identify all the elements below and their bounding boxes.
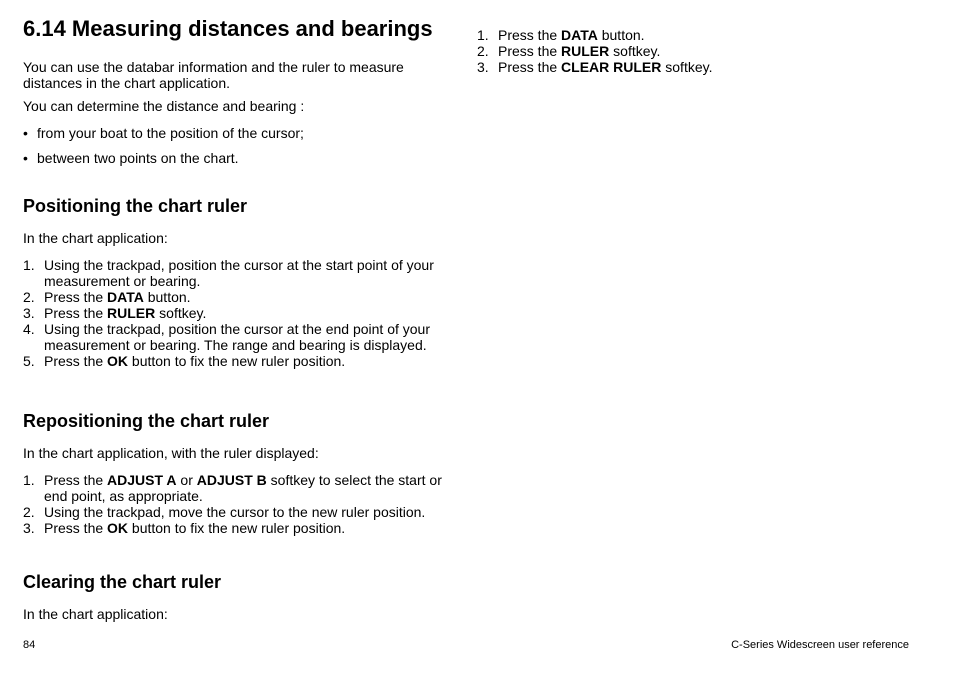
step-text: softkey to select the start or end point, as appropriate.	[44, 472, 442, 504]
step-number: 1.	[23, 472, 35, 488]
step-item	[477, 43, 917, 59]
step-text: Press the	[498, 43, 562, 59]
positioning-heading: Positioning the chart ruler	[23, 196, 248, 216]
step-text: button.	[597, 27, 645, 43]
step-number: 3.	[23, 305, 35, 321]
step-number: 5.	[23, 353, 35, 369]
clearing-steps	[477, 27, 917, 75]
step-text: Using the trackpad, position the cursor at the end point of your measurement or bearing. The range and bearing is displayed.	[44, 321, 431, 353]
step-keyword: ADJUST B	[196, 472, 267, 488]
step-item	[23, 289, 455, 305]
step-number: 4.	[23, 321, 35, 337]
step-text: Press the	[498, 27, 562, 43]
bullet-mark: •	[23, 125, 28, 141]
step-item	[23, 257, 455, 289]
repositioning-steps	[23, 472, 448, 536]
positioning-steps	[23, 257, 455, 369]
intro-paragraph: You can use the databar information and the ruler to measure distances in the chart application.	[23, 59, 404, 91]
step-item	[23, 353, 455, 369]
step-item	[477, 27, 917, 43]
step-keyword: OK	[107, 353, 129, 369]
step-number: 2.	[23, 504, 35, 520]
step-keyword: RULER	[107, 305, 156, 321]
step-keyword: OK	[107, 520, 129, 536]
step-text: button to fix the new ruler position.	[128, 353, 346, 369]
step-text: Press the	[44, 520, 108, 536]
step-keyword: RULER	[561, 43, 610, 59]
step-text: Press the	[44, 353, 108, 369]
step-text: button.	[143, 289, 191, 305]
step-item	[23, 520, 448, 536]
step-keyword: ADJUST A	[107, 472, 177, 488]
repositioning-lead: In the chart application, with the ruler displayed:	[23, 445, 319, 461]
step-text: Using the trackpad, position the cursor at the start point of your measurement or bearing.	[44, 257, 434, 289]
step-item	[477, 59, 917, 75]
step-text: Press the	[44, 305, 108, 321]
clearing-heading: Clearing the chart ruler	[23, 572, 222, 592]
document-title: C-Series Widescreen user reference	[731, 639, 909, 651]
step-text: Press the	[498, 59, 562, 75]
bullet-text: between two points on the chart.	[37, 150, 239, 166]
step-item	[23, 504, 448, 520]
step-number: 2.	[477, 43, 489, 59]
step-number: 1.	[477, 27, 489, 43]
step-number: 1.	[23, 257, 35, 273]
step-item	[23, 305, 455, 321]
step-text: Press the	[44, 472, 108, 488]
section-title: 6.14 Measuring distances and bearings	[23, 16, 433, 41]
page-number: 84	[23, 639, 36, 651]
repositioning-heading: Repositioning the chart ruler	[23, 411, 270, 431]
step-text: or	[176, 472, 197, 488]
step-text: softkey.	[661, 59, 713, 75]
step-text: softkey.	[609, 43, 661, 59]
step-number: 3.	[477, 59, 489, 75]
step-text: button to fix the new ruler position.	[128, 520, 346, 536]
positioning-lead: In the chart application:	[23, 230, 168, 246]
step-text: Using the trackpad, move the cursor to the new ruler position.	[44, 504, 426, 520]
step-text: Press the	[44, 289, 108, 305]
step-number: 3.	[23, 520, 35, 536]
step-text: softkey.	[155, 305, 207, 321]
step-keyword: DATA	[107, 289, 144, 305]
intro-determine: You can determine the distance and bearing :	[23, 98, 305, 114]
step-item	[23, 472, 448, 504]
bullet-mark: •	[23, 150, 28, 166]
step-number: 2.	[23, 289, 35, 305]
step-keyword: CLEAR RULER	[561, 59, 662, 75]
step-item	[23, 321, 455, 353]
clearing-lead: In the chart application:	[23, 606, 168, 622]
step-keyword: DATA	[561, 27, 598, 43]
bullet-text: from your boat to the position of the cursor;	[37, 125, 304, 141]
